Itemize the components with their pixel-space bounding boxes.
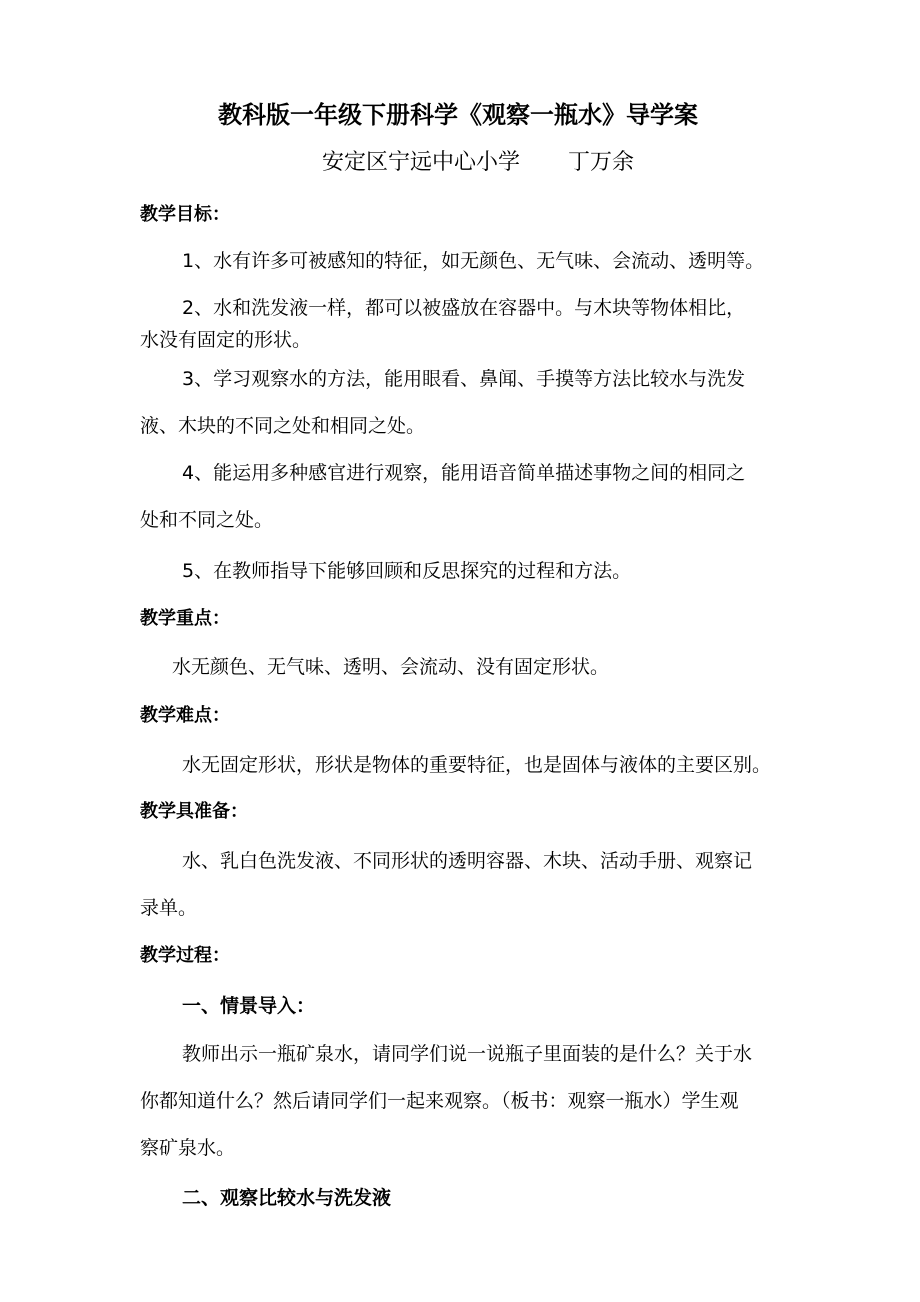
goal-item-2-line-1: 2、水和洗发液一样，都可以被盛放在容器中。与木块等物体相比， [182,297,746,319]
goal-item-1: 1、水有许多可被感知的特征，如无颜色、无气味、会流动、透明等。 [182,250,765,272]
goal-item-4-line-1: 4、能运用多种感官进行观察，能用语音简单描述事物之间的相同之 [182,462,746,484]
goal-item-3-line-1: 3、学习观察水的方法，能用眼看、鼻闻、手摸等方法比较水与洗发 [182,368,746,390]
goal-item-3-line-2: 液、木块的不同之处和相同之处。 [140,415,426,437]
materials-line-2: 录单。 [140,897,198,919]
goal-item-2-line-2: 水没有固定的形状。 [140,329,312,351]
section-1-line-3: 察矿泉水。 [140,1137,236,1159]
materials-line-1: 水、乳白色洗发液、不同形状的透明容器、木块、活动手册、观察记 [182,850,753,872]
materials-heading: 教学具准备： [140,801,248,822]
difficulties-text: 水无固定形状，形状是物体的重要特征，也是固体与液体的主要区别。 [182,754,772,776]
section-2-heading: 二、观察比较水与洗发液 [182,1187,392,1209]
difficulties-heading: 教学难点： [140,705,230,726]
goals-heading: 教学目标： [140,204,230,225]
goal-item-5: 5、在教师指导下能够回顾和反思探究的过程和方法。 [182,560,632,582]
key-points-heading: 教学重点： [140,608,230,629]
key-points-text: 水无颜色、无气味、透明、会流动、没有固定形状。 [172,656,610,678]
section-1-line-1: 教师出示一瓶矿泉水，请同学们说一说瓶子里面装的是什么？关于水 [182,1043,753,1065]
school-name: 安定区宁远中心小学 [322,150,521,175]
process-heading: 教学过程： [140,945,230,966]
section-1-line-2: 你都知道什么？然后请同学们一起来观察。（板书：观察一瓶水）学生观 [140,1090,739,1112]
section-1-heading: 一、情景导入： [182,995,316,1017]
author-line [322,149,634,177]
author-name: 丁万余 [568,150,635,175]
document-title: 教科版一年级下册科学《观察一瓶水》导学案 [218,101,698,129]
goal-item-4-line-2: 处和不同之处。 [140,509,274,531]
